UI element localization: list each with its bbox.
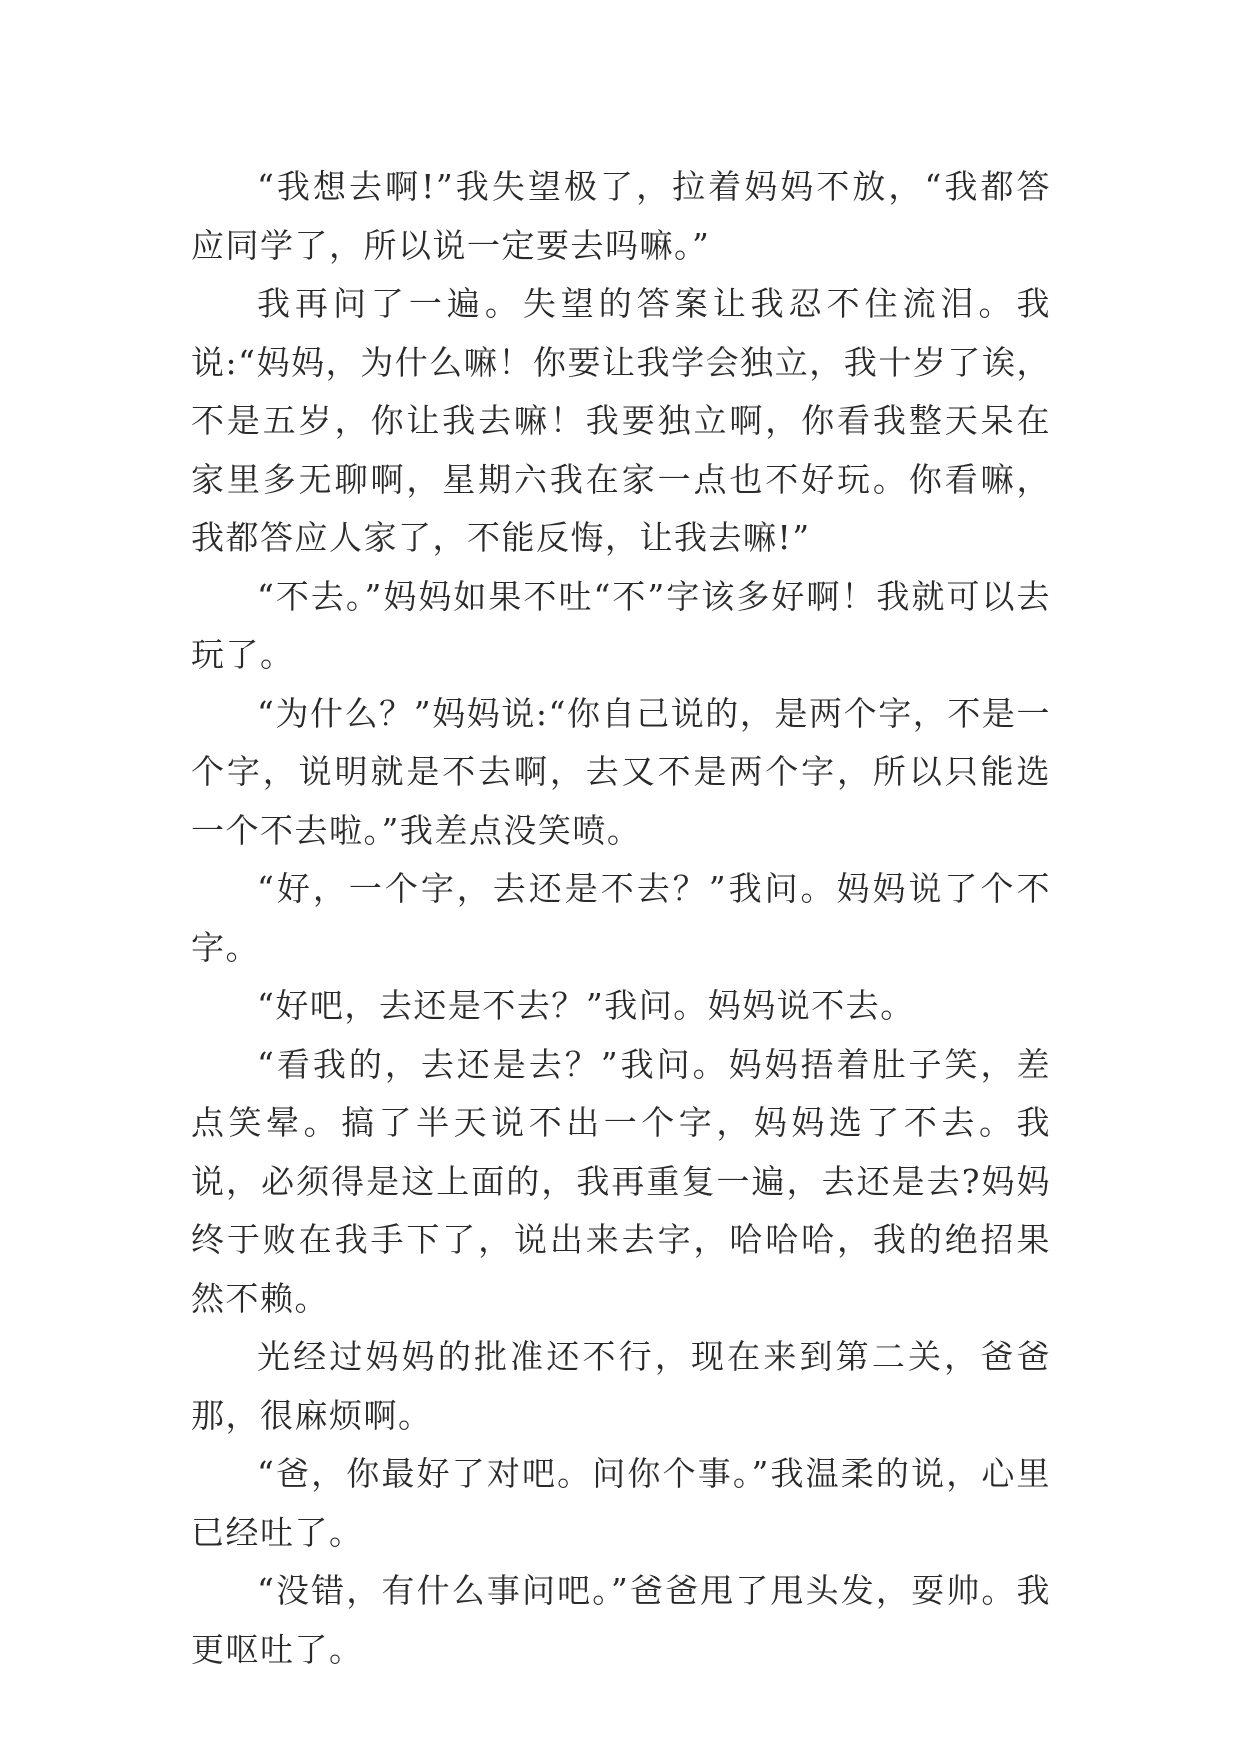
- paragraph: “没错，有什么事问吧。”爸爸甩了甩头发，耍帅。我更呕吐了。: [191, 1571, 1051, 1669]
- paragraph: “不去。”妈妈如果不吐“不”字该多好啊！我就可以去玩了。: [191, 576, 1051, 674]
- paragraph: “为什么？”妈妈说:“你自己说的，是两个字，不是一个字，说明就是不去啊，去又不是两个字，所以只能选一个不去啦。”我差点没笑喷。: [191, 693, 1051, 850]
- document-body: [191, 158, 1051, 1679]
- paragraph: “看我的，去还是去？”我问。妈妈捂着肚子笑，差点笑晕。搞了半天说不出一个字，妈妈选了不去。我说，必须得是这上面的，我再重复一遍，去还是去?妈妈终于败在我手下了，说出来去字，哈哈哈，我的绝招果然不赖。: [191, 1044, 1051, 1318]
- paragraph: 我再问了一遍。失望的答案让我忍不住流泪。我说:“妈妈，为什么嘛！你要让我学会独立，我十岁了诶，不是五岁，你让我去嘛！我要独立啊，你看我整天呆在家里多无聊啊，星期六我在家一点也不好玩。你看嘛，我都答应人家了，不能反悔，让我去嘛!”: [191, 284, 1051, 557]
- paragraph: 光经过妈妈的批准还不行，现在来到第二关，爸爸那，很麻烦啊。: [191, 1337, 1051, 1435]
- paragraph: “我想去啊!”我失望极了，拉着妈妈不放，“我都答应同学了，所以说一定要去吗嘛。”: [191, 167, 1051, 265]
- paragraph: “好，一个字，去还是不去？”我问。妈妈说了个不字。: [191, 869, 1051, 967]
- paragraph: “爸，你最好了对吧。问你个事。”我温柔的说，心里已经吐了。: [191, 1454, 1051, 1552]
- paragraph: “好吧，去还是不去？”我问。妈妈说不去。: [257, 986, 915, 1025]
